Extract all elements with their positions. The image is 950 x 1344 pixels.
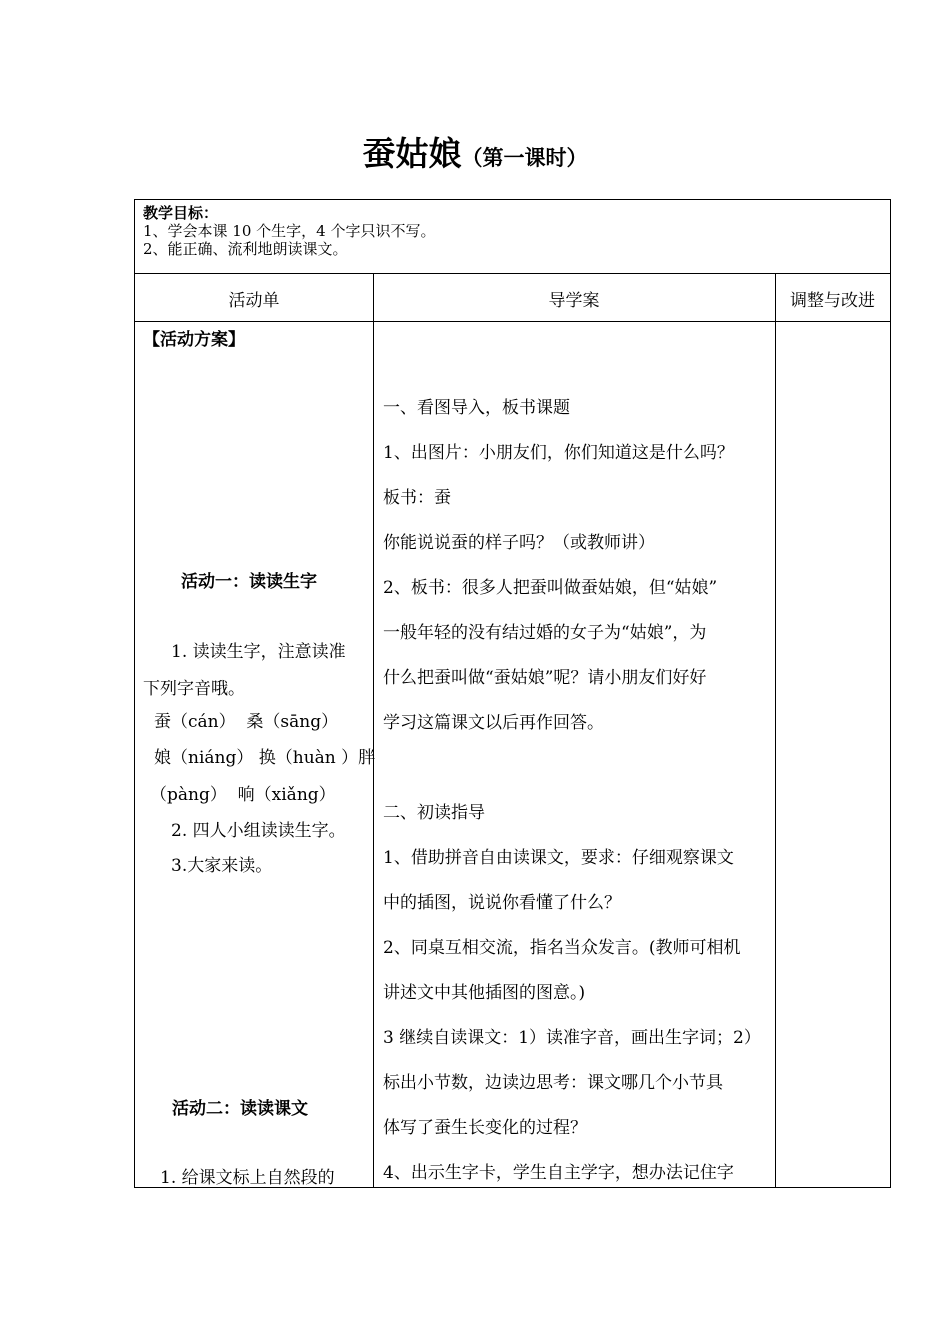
a1-step1-line2: 下列字音哦。 xyxy=(143,679,245,699)
guide-line: 你能说说蚕的样子吗？（或教师讲） xyxy=(383,533,655,553)
guide-line: 二、初读指导 xyxy=(383,803,485,823)
a2-step1: 1. 给课文标上自然段的 xyxy=(160,1168,335,1188)
guide-line: 一般年轻的没有结过婚的女子为“姑娘”，为 xyxy=(383,623,707,643)
goal-item: 1、学会本课 10 个生字，4 个字只识不写。 xyxy=(143,222,436,240)
guide-line: 板书：蚕 xyxy=(383,488,451,508)
guide-line: 什么把蚕叫做“蚕姑娘”呢？请小朋友们好好 xyxy=(383,668,707,688)
goal-item: 2、能正确、流利地朗读课文。 xyxy=(143,240,348,258)
pinyin-line2: 娘（niáng） 换（huàn ）胖 xyxy=(154,748,376,768)
guide-line: 4、出示生字卡，学生自主学字，想办法记住字 xyxy=(383,1163,734,1183)
goals-heading: 教学目标： xyxy=(143,204,219,222)
activity2-heading: 活动二：读读课文 xyxy=(172,1099,308,1119)
guide-line: 标出小节数，边读边思考：课文哪几个小节具 xyxy=(383,1073,723,1093)
activity1-heading: 活动一：读读生字 xyxy=(181,572,317,592)
table-border-left xyxy=(134,199,135,1188)
guide-content xyxy=(383,386,770,1196)
table-border-top xyxy=(134,199,891,200)
guide-line: 学习这篇课文以后再作回答。 xyxy=(383,713,604,733)
guide-line: 一、看图导入，板书课题 xyxy=(383,398,570,418)
table-rule-header xyxy=(134,321,891,322)
guide-line: 3 继续自读课文：1）读准字音，画出生字词；2） xyxy=(383,1028,761,1048)
guide-line: 中的插图，说说你看懂了什么？ xyxy=(383,893,621,913)
guide-line: 2、同桌互相交流，指名当众发言。(教师可相机 xyxy=(383,938,741,958)
guide-line xyxy=(383,746,770,791)
guide-line: 1、出图片：小朋友们，你们知道这是什么吗？ xyxy=(383,443,734,463)
table-col-divider-2 xyxy=(775,273,776,1188)
teaching-goals xyxy=(143,204,435,258)
document-title xyxy=(0,128,950,175)
column-header-guide: 导学案 xyxy=(548,291,600,311)
guide-line: 讲述文中其他插图的图意。) xyxy=(383,983,586,1003)
guide-line: 1、借助拼音自由读课文，要求：仔细观察课文 xyxy=(383,848,734,868)
title-main: 蚕姑娘 xyxy=(362,134,462,173)
a1-step3: 3.大家来读。 xyxy=(171,856,273,876)
table-col-divider-1 xyxy=(373,273,374,1188)
guide-line: 2、板书：很多人把蚕叫做蚕姑娘，但“姑娘” xyxy=(383,578,718,598)
table-border-right xyxy=(890,199,891,1188)
pinyin-line3: （pàng） 响（xiǎng） xyxy=(150,785,336,805)
column-header-adjust: 调整与改进 xyxy=(790,291,875,311)
guide-line: 体写了蚕生长变化的过程？ xyxy=(383,1118,587,1138)
pinyin-line1: 蚕（cán） 桑（sāng） xyxy=(154,712,339,732)
table-rule-goals xyxy=(134,273,891,274)
activity-plan-heading: 【活动方案】 xyxy=(143,330,245,350)
a1-step2: 2. 四人小组读读生字。 xyxy=(171,821,346,841)
column-header-activity: 活动单 xyxy=(228,291,280,311)
a1-step1-line1: 1. 读读生字，注意读准 xyxy=(171,642,346,662)
title-sub: （第一课时） xyxy=(461,146,588,170)
